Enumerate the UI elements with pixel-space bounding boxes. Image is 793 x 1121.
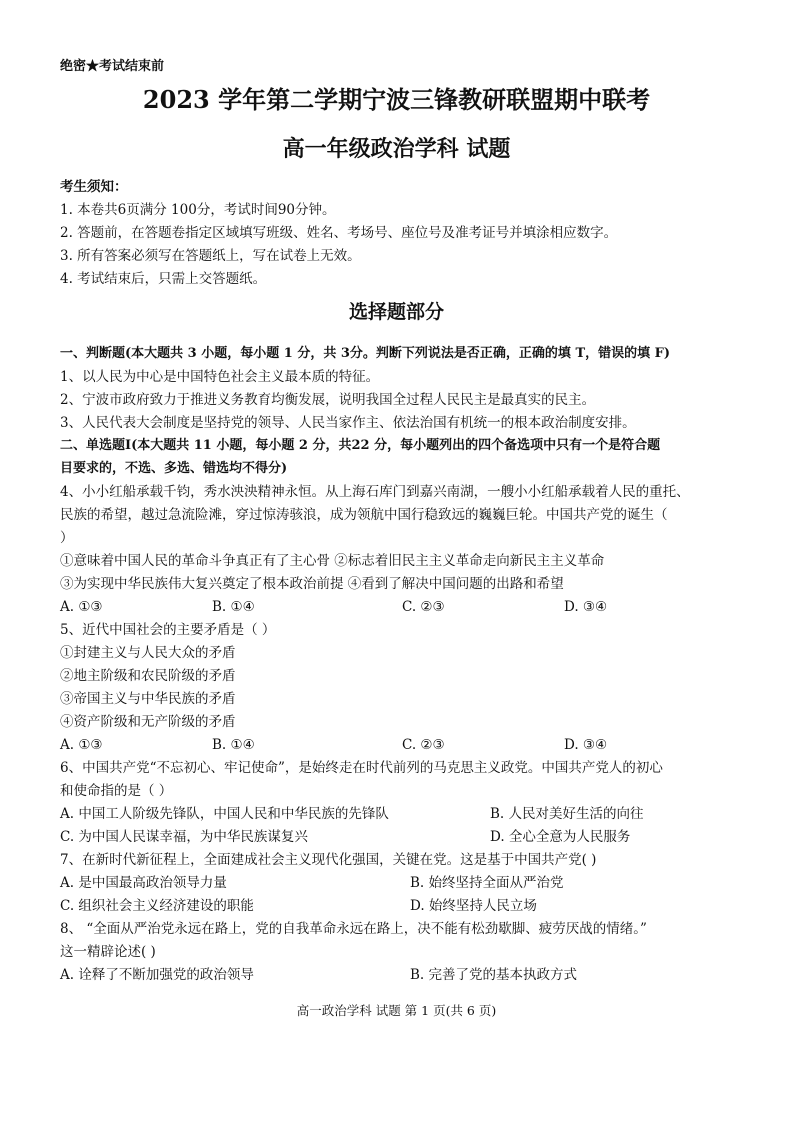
section-title: 选择题部分	[348, 301, 444, 323]
q4-option-b: B. ①④	[212, 599, 255, 615]
q6-stem-cont: 和使命指的是（ ）	[60, 783, 173, 799]
q7-option-a: A. 是中国最高政治领导力量	[60, 875, 227, 891]
q7-option-d: D. 始终坚持人民立场	[410, 898, 537, 914]
notice-heading: 考生须知：	[60, 179, 128, 195]
q4-option-a: A. ①③	[60, 599, 103, 615]
q8-stem-cont: 这一精辟论述( )	[60, 944, 156, 960]
page-footer: 高一政治学科 试题 第 1 页(共 6 页)	[296, 1003, 497, 1018]
q8-option-b: B. 完善了党的基本执政方式	[410, 967, 578, 983]
q7-option-c: C. 组织社会主义经济建设的职能	[60, 898, 254, 914]
q4-option-c: C. ②③	[402, 599, 445, 615]
q5-statement: ②地主阶级和农民阶级的矛盾	[60, 668, 236, 684]
exam-title: 2023 学年第二学期宁波三锋教研联盟期中联考	[142, 85, 651, 114]
part1-heading: 一、判断题(本大题共 3 小题，每小题 1 分，共 3分。判断下列说法是否正确，正确的填 T，错误的填 F)	[60, 346, 671, 361]
q5-option-b: B. ①④	[212, 737, 255, 753]
q6-stem: 6、中国共产党“不忘初心、牢记使命”，是始终走在时代前列的马克思主义政党。中国共产党人的初心	[60, 760, 663, 776]
q7-stem: 7、在新时代新征程上，全面建成社会主义现代化强国，关键在党。这是基于中国共产党( )	[60, 852, 597, 868]
q7-option-b: B. 始终坚持全面从严治党	[410, 875, 564, 891]
q6-option-d: D. 全心全意为人民服务	[490, 829, 631, 845]
q5-stem: 5、近代中国社会的主要矛盾是（ ）	[60, 622, 276, 638]
confidential-label: 绝密★考试结束前	[60, 59, 165, 74]
q6-option-a: A. 中国工人阶级先锋队，中国人民和中华民族的先锋队	[60, 806, 389, 822]
q4-option-d: D. ③④	[564, 599, 608, 615]
q8-option-a: A. 诠释了不断加强党的政治领导	[60, 967, 254, 983]
q4-stem-end: ）	[60, 530, 74, 546]
part2-heading: 二、单选题Ⅰ(本大题共 11 小题，每小题 2 分，共22 分，每小题列出的四个备选项中只有一个是符合题	[60, 438, 661, 453]
q5-statement: ③帝国主义与中华民族的矛盾	[60, 691, 236, 707]
notice-item: 4. 考试结束后，只需上交答题纸。	[60, 271, 267, 287]
judgment-item: 3、人民代表大会制度是坚持党的领导、人民当家作主、依法治国有机统一的根本政治制度安排。	[60, 415, 636, 431]
q5-option-a: A. ①③	[60, 737, 103, 753]
exam-subtitle: 高一年级政治学科 试题	[282, 136, 511, 162]
q5-option-c: C. ②③	[402, 737, 445, 753]
notice-item: 2. 答题前，在答题卷指定区域填写班级、姓名、考场号、座位号及准考证号并填涂相应数字。	[60, 225, 618, 241]
notice-item: 1. 本卷共6页满分 100分，考试时间90分钟。	[60, 202, 336, 218]
q8-stem: 8、 “全面从严治党永远在路上，党的自我革命永远在路上，决不能有松劲歇脚、疲劳厌战的情绪。”	[60, 921, 647, 937]
judgment-item: 1、以人民为中心是中国特色社会主义最本质的特征。	[60, 369, 380, 385]
q4-statements: ①意味着中国人民的革命斗争真正有了主心骨 ②标志着旧民主主义革命走向新民主主义革命	[60, 553, 605, 569]
q5-statement: ④资产阶级和无产阶级的矛盾	[60, 714, 236, 730]
notice-item: 3. 所有答案必须写在答题纸上，写在试卷上无效。	[60, 248, 361, 264]
q6-option-b: B. 人民对美好生活的向往	[490, 806, 644, 822]
part2-heading-cont: 目要求的，不选、多选、错选均不得分)	[60, 461, 288, 476]
q6-option-c: C. 为中国人民谋幸福，为中华民族谋复兴	[60, 829, 308, 845]
judgment-item: 2、宁波市政府致力于推进义务教育均衡发展，说明我国全过程人民民主是最真实的民主。	[60, 392, 596, 408]
q5-option-d: D. ③④	[564, 737, 608, 753]
q5-statement: ①封建主义与人民大众的矛盾	[60, 645, 236, 661]
q4-stem-cont: 民族的希望，越过急流险滩，穿过惊涛骇浪，成为领航中国行稳致远的巍巍巨轮。中国共产党的诞生（	[60, 507, 668, 523]
q4-statements: ③为实现中华民族伟大复兴奠定了根本政治前提 ④看到了解决中国问题的出路和希望	[60, 576, 564, 592]
q4-stem: 4、小小红船承载千钧，秀水泱泱精神永恒。从上海石库门到嘉兴南湖，一艘小小红船承载着人民的重托、	[60, 484, 690, 500]
